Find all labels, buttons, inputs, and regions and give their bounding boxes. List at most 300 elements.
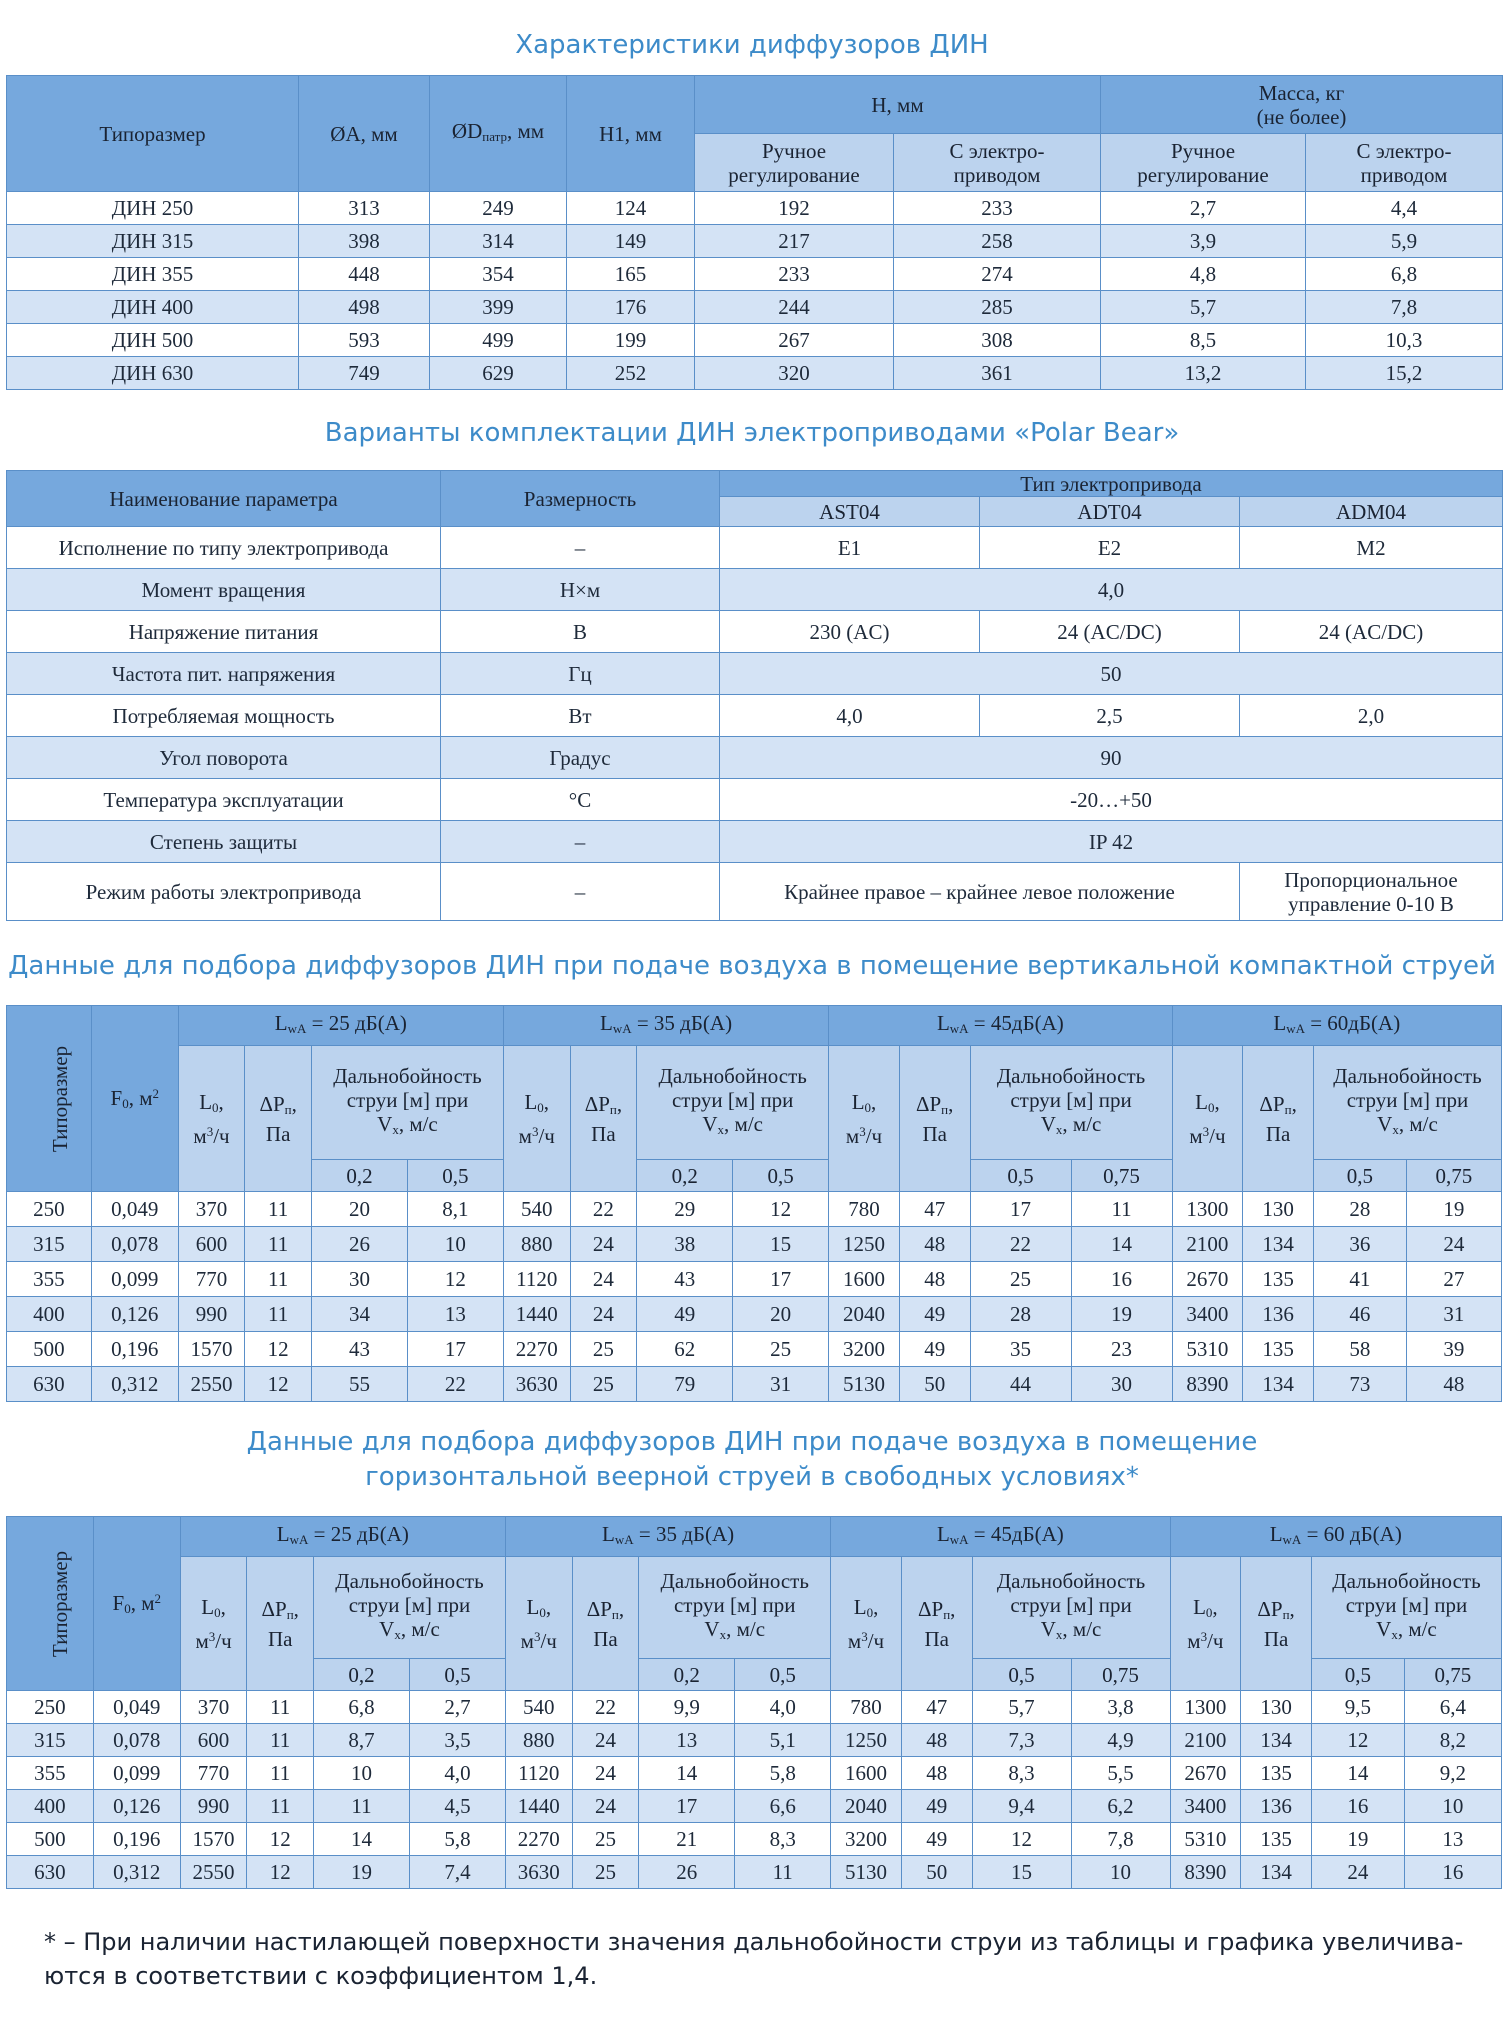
table4-section <box>6 1516 1502 1889</box>
vertical-jet-table <box>6 1005 1502 1402</box>
table-cell: 36 <box>1313 1227 1406 1262</box>
table-cell: 5,8 <box>735 1757 831 1790</box>
table-cell: 8,1 <box>407 1192 503 1227</box>
table-cell: 0,078 <box>93 1724 180 1757</box>
table-cell: 315 <box>7 1724 94 1757</box>
table-cell: 2550 <box>178 1367 245 1402</box>
table-cell: 46 <box>1313 1297 1406 1332</box>
table-cell: 780 <box>829 1192 900 1227</box>
table-cell: 49 <box>901 1790 972 1823</box>
table-cell: 252 <box>567 357 695 390</box>
header-param: Наименование параметра <box>7 471 441 527</box>
table-cell: 990 <box>178 1297 245 1332</box>
table2-section <box>6 470 1502 921</box>
header-velocity: 0,75 <box>1071 1659 1170 1691</box>
param-value: Крайнее правое – крайнее левое положение <box>720 863 1240 921</box>
header-dp: $\Delta P_п$, Па <box>247 1557 314 1691</box>
table-cell: 48 <box>899 1227 970 1262</box>
table-cell: 2270 <box>505 1823 572 1856</box>
table-cell: 49 <box>637 1297 733 1332</box>
table-cell: 258 <box>894 225 1101 258</box>
horizontal-fan-jet-table <box>6 1516 1502 1889</box>
param-value: 90 <box>720 737 1503 779</box>
table-cell: 12 <box>247 1823 314 1856</box>
table-cell: 249 <box>430 192 567 225</box>
param-value: 50 <box>720 653 1503 695</box>
table-cell: 8,2 <box>1404 1724 1501 1757</box>
table1-title: Характеристики диффузоров ДИН <box>515 30 989 60</box>
header-range: Дальнобойность струи [м] при $V_x$, м/с <box>639 1557 831 1659</box>
table-cell: 22 <box>407 1367 503 1402</box>
header-dp: $\Delta P_п$, Па <box>570 1046 637 1192</box>
table-cell: 770 <box>180 1757 247 1790</box>
param-name: Момент вращения <box>7 569 441 611</box>
table-cell: 17 <box>970 1192 1071 1227</box>
table-cell: 5130 <box>829 1367 900 1402</box>
table-cell: 44 <box>970 1367 1071 1402</box>
table-cell: 20 <box>733 1297 829 1332</box>
table-row <box>7 1262 1502 1297</box>
table-cell: 25 <box>570 1332 637 1367</box>
table-cell: 34 <box>312 1297 408 1332</box>
table-cell: 780 <box>831 1691 902 1724</box>
table-cell: 398 <box>299 225 430 258</box>
table-cell: 25 <box>572 1856 639 1889</box>
table-cell: 361 <box>894 357 1101 390</box>
table-cell: 11 <box>245 1297 312 1332</box>
table-cell: 274 <box>894 258 1101 291</box>
param-value: E2 <box>980 527 1240 569</box>
table-cell: 500 <box>7 1332 92 1367</box>
table3-section <box>6 1005 1502 1402</box>
table-cell: 134 <box>1243 1227 1314 1262</box>
table-cell: 26 <box>639 1856 735 1889</box>
table-cell: 22 <box>572 1691 639 1724</box>
table-cell: 47 <box>899 1192 970 1227</box>
table-cell: 6,4 <box>1404 1691 1501 1724</box>
table-cell: 2670 <box>1170 1757 1241 1790</box>
header-diameter-a: ØA, мм <box>299 76 430 192</box>
table-cell: 11 <box>245 1262 312 1297</box>
header-type: Типоразмер <box>7 76 299 192</box>
diffuser-characteristics-table <box>6 75 1503 390</box>
table-cell: 0,126 <box>91 1297 178 1332</box>
table-row <box>7 357 1503 390</box>
table-cell: 38 <box>637 1227 733 1262</box>
table-cell: 0,049 <box>93 1691 180 1724</box>
table-cell: 315 <box>7 1227 92 1262</box>
table-cell: 399 <box>430 291 567 324</box>
header-dp: $\Delta P_п$, Па <box>245 1046 312 1192</box>
table-cell: 10 <box>1404 1790 1501 1823</box>
table-row <box>7 821 1503 863</box>
table-row <box>7 695 1503 737</box>
table-cell: 13 <box>1404 1823 1501 1856</box>
table1-section <box>6 75 1502 390</box>
header-lwa-45: $L_{wA} = 45дБ(А)$ <box>831 1517 1170 1557</box>
header-velocity: 0,75 <box>1404 1659 1501 1691</box>
table-cell: 149 <box>567 225 695 258</box>
table-cell: ДИН 250 <box>7 192 299 225</box>
table-cell: 4,0 <box>409 1757 505 1790</box>
param-dim: Н×м <box>441 569 720 611</box>
param-value: Пропорциональное управление 0-10 В <box>1240 863 1503 921</box>
table-cell: 24 <box>570 1262 637 1297</box>
table-cell: 17 <box>639 1790 735 1823</box>
table-cell: 49 <box>901 1823 972 1856</box>
header-lwa-25: $L_{wA} = 25$ дБ(А) <box>180 1517 505 1557</box>
table-cell: 58 <box>1313 1332 1406 1367</box>
header-lwa-35: $L_{wA} = 35$ дБ(А) <box>505 1517 830 1557</box>
table-cell: 24 <box>572 1724 639 1757</box>
header-l0: $L_0$, $м^3/ч$ <box>503 1046 570 1192</box>
table-cell: 355 <box>7 1262 92 1297</box>
table-cell: 7,3 <box>972 1724 1071 1757</box>
param-dim: – <box>441 821 720 863</box>
table-cell: 11 <box>247 1790 314 1823</box>
table-row <box>7 225 1503 258</box>
table-cell: 16 <box>1404 1856 1501 1889</box>
table-cell: 19 <box>1406 1192 1501 1227</box>
table-cell: 629 <box>430 357 567 390</box>
table-cell: 2270 <box>503 1332 570 1367</box>
table-cell: 9,9 <box>639 1691 735 1724</box>
param-name: Режим работы электропривода <box>7 863 441 921</box>
param-value: 2,0 <box>1240 695 1503 737</box>
table-cell: 630 <box>7 1367 92 1402</box>
header-velocity: 0,2 <box>312 1160 408 1192</box>
table-cell: 136 <box>1241 1790 1312 1823</box>
header-h1: H1, мм <box>567 76 695 192</box>
table-cell: 880 <box>505 1724 572 1757</box>
table-cell: 2100 <box>1172 1227 1243 1262</box>
param-dim: Вт <box>441 695 720 737</box>
table-cell: 31 <box>1406 1297 1501 1332</box>
table-cell: 770 <box>178 1262 245 1297</box>
table-cell: 12 <box>245 1332 312 1367</box>
table-cell: 0,196 <box>93 1823 180 1856</box>
header-h-electric: С электро- приводом <box>894 134 1101 192</box>
header-velocity: 0,5 <box>972 1659 1071 1691</box>
table-cell: 134 <box>1241 1724 1312 1757</box>
table-row <box>7 1332 1502 1367</box>
table-row <box>7 737 1503 779</box>
header-velocity: 0,5 <box>733 1160 829 1192</box>
header-diameter-d: $ØD_{патр}$, мм <box>430 76 567 192</box>
table-row <box>7 611 1503 653</box>
table2-title: Варианты комплектации ДИН электроприводами «Polar Bear» <box>324 418 1180 448</box>
param-name: Исполнение по типу электропривода <box>7 527 441 569</box>
table-cell: 19 <box>314 1856 410 1889</box>
table-cell: 2040 <box>829 1297 900 1332</box>
param-dim: Гц <box>441 653 720 695</box>
table-row <box>7 1691 1502 1724</box>
table-cell: 48 <box>901 1757 972 1790</box>
table-cell: 1250 <box>831 1724 902 1757</box>
table-cell: 3,5 <box>409 1724 505 1757</box>
table-cell: 2670 <box>1172 1262 1243 1297</box>
table-cell: 135 <box>1241 1823 1312 1856</box>
table-cell: 5,7 <box>972 1691 1071 1724</box>
header-l0: $L_0$, $м^3/ч$ <box>831 1557 902 1691</box>
table-cell: 25 <box>733 1332 829 1367</box>
table-cell: 400 <box>7 1297 92 1332</box>
table-cell: 14 <box>1311 1757 1404 1790</box>
table-cell: ДИН 400 <box>7 291 299 324</box>
table-cell: 1440 <box>503 1297 570 1332</box>
table-cell: 9,4 <box>972 1790 1071 1823</box>
header-velocity: 0,5 <box>407 1160 503 1192</box>
header-l0: $L_0$, $м^3/ч$ <box>829 1046 900 1192</box>
header-type: Типоразмер <box>7 1006 92 1192</box>
param-value: 4,0 <box>720 569 1503 611</box>
table-cell: 10 <box>1071 1856 1170 1889</box>
table-row <box>7 324 1503 357</box>
table-cell: 135 <box>1243 1262 1314 1297</box>
table-cell: 285 <box>894 291 1101 324</box>
table-cell: 199 <box>567 324 695 357</box>
table-cell: 2550 <box>180 1856 247 1889</box>
table-cell: 1300 <box>1172 1192 1243 1227</box>
table-cell: 50 <box>899 1367 970 1402</box>
table-cell: 73 <box>1313 1367 1406 1402</box>
param-name: Напряжение питания <box>7 611 441 653</box>
header-lwa-25: $L_{wA} = 25$ дБ(А) <box>178 1006 503 1046</box>
header-mass: Масса, кг (не более) <box>1101 76 1503 134</box>
table-cell: 3,8 <box>1071 1691 1170 1724</box>
param-dim: Градус <box>441 737 720 779</box>
header-velocity: 0,2 <box>639 1659 735 1691</box>
table-cell: 13 <box>639 1724 735 1757</box>
table-cell: 8390 <box>1172 1367 1243 1402</box>
table-cell: 22 <box>570 1192 637 1227</box>
table-cell: 1570 <box>178 1332 245 1367</box>
table-cell: 25 <box>570 1367 637 1402</box>
table-cell: 41 <box>1313 1262 1406 1297</box>
footnote: * – При наличии настилающей поверхности значения дальнобойности струи из таблицы и графика увеличива- ются в соответствии с коэффициентом 1,4. <box>44 1928 1464 1990</box>
header-adt04: ADT04 <box>980 497 1240 527</box>
header-mass-electric: С электро- приводом <box>1306 134 1503 192</box>
table-cell: 2100 <box>1170 1724 1241 1757</box>
param-value: 4,0 <box>720 695 980 737</box>
table-cell: 500 <box>7 1823 94 1856</box>
table-cell: 25 <box>970 1262 1071 1297</box>
table-cell: 11 <box>247 1724 314 1757</box>
table-cell: 12 <box>407 1262 503 1297</box>
subheader-row <box>7 1046 1502 1160</box>
table-cell: 14 <box>314 1823 410 1856</box>
table-cell: 14 <box>639 1757 735 1790</box>
table-cell: 176 <box>567 291 695 324</box>
table-cell: 6,6 <box>735 1790 831 1823</box>
table-cell: 540 <box>505 1691 572 1724</box>
header-velocity: 0,5 <box>735 1659 831 1691</box>
table-cell: 1600 <box>829 1262 900 1297</box>
table-cell: 11 <box>245 1227 312 1262</box>
table-cell: 4,0 <box>735 1691 831 1724</box>
param-name: Температура эксплуатации <box>7 779 441 821</box>
table-cell: 1120 <box>505 1757 572 1790</box>
table-cell: 21 <box>639 1823 735 1856</box>
param-value: 24 (AC/DC) <box>1240 611 1503 653</box>
table-cell: 600 <box>180 1724 247 1757</box>
table-cell: 2,7 <box>409 1691 505 1724</box>
table-cell: 49 <box>899 1297 970 1332</box>
table-cell: 24 <box>570 1297 637 1332</box>
param-value: -20…+50 <box>720 779 1503 821</box>
table-cell: 192 <box>695 192 894 225</box>
header-dimension: Размерность <box>441 471 720 527</box>
table-cell: 3200 <box>831 1823 902 1856</box>
table-cell: 29 <box>637 1192 733 1227</box>
header-mass-manual: Ручное регулирование <box>1101 134 1306 192</box>
table-cell: 0,126 <box>93 1790 180 1823</box>
table-row <box>7 1856 1502 1889</box>
param-name: Угол поворота <box>7 737 441 779</box>
table-row <box>7 1367 1502 1402</box>
table-cell: 880 <box>503 1227 570 1262</box>
table-cell: 370 <box>178 1192 245 1227</box>
table-cell: 2,7 <box>1101 192 1306 225</box>
table4-title-line2: горизонтальной веерной струей в свободных условиях* <box>365 1462 1139 1492</box>
table-cell: 134 <box>1241 1856 1312 1889</box>
table-cell: 499 <box>430 324 567 357</box>
table-cell: 354 <box>430 258 567 291</box>
table-cell: 35 <box>970 1332 1071 1367</box>
header-velocity: 0,5 <box>1313 1160 1406 1192</box>
table-cell: 749 <box>299 357 430 390</box>
header-range: Дальнобойность струи [м] при $V_x$, м/с <box>1311 1557 1501 1659</box>
table-cell: 48 <box>901 1724 972 1757</box>
header-l0: $L_0$, $м^3/ч$ <box>1172 1046 1243 1192</box>
table1-body <box>7 192 1503 390</box>
header-velocity: 0,2 <box>637 1160 733 1192</box>
table-cell: 23 <box>1071 1332 1172 1367</box>
header-range: Дальнобойность струи [м] при $V_x$, м/с <box>972 1557 1170 1659</box>
header-range: Дальнобойность струи [м] при $V_x$, м/с <box>970 1046 1172 1160</box>
table-cell: 19 <box>1071 1297 1172 1332</box>
table-cell: 233 <box>894 192 1101 225</box>
table-cell: 14 <box>1071 1227 1172 1262</box>
param-value: E1 <box>720 527 980 569</box>
table-cell: 244 <box>695 291 894 324</box>
header-dp: $\Delta P_п$, Па <box>572 1557 639 1691</box>
table-row <box>7 291 1503 324</box>
table3-title: Данные для подбора диффузоров ДИН при подаче воздуха в помещение вертикальной компактной струей <box>8 951 1496 981</box>
table-cell: 12 <box>972 1823 1071 1856</box>
table-cell: 2040 <box>831 1790 902 1823</box>
table-cell: 3630 <box>503 1367 570 1402</box>
table-cell: 15,2 <box>1306 357 1503 390</box>
table-cell: 6,8 <box>1306 258 1503 291</box>
header-dp: $\Delta P_п$, Па <box>901 1557 972 1691</box>
table-cell: 0,049 <box>91 1192 178 1227</box>
header-lwa-35: $L_{wA} = 35$ дБ(А) <box>503 1006 828 1046</box>
table-cell: ДИН 630 <box>7 357 299 390</box>
table-cell: 313 <box>299 192 430 225</box>
table-cell: 1440 <box>505 1790 572 1823</box>
table-cell: 50 <box>901 1856 972 1889</box>
header-ast04: AST04 <box>720 497 980 527</box>
table-cell: 8,5 <box>1101 324 1306 357</box>
param-value: M2 <box>1240 527 1503 569</box>
table-cell: 19 <box>1311 1823 1404 1856</box>
table-cell: 55 <box>312 1367 408 1402</box>
table-cell: 12 <box>247 1856 314 1889</box>
table-cell: 17 <box>733 1262 829 1297</box>
table-cell: 124 <box>567 192 695 225</box>
table-cell: 22 <box>970 1227 1071 1262</box>
table-cell: 13 <box>407 1297 503 1332</box>
table-cell: 130 <box>1241 1691 1312 1724</box>
table-cell: 7,8 <box>1071 1823 1170 1856</box>
table-cell: 1570 <box>180 1823 247 1856</box>
table-cell: 0,312 <box>91 1367 178 1402</box>
table-cell: 25 <box>572 1823 639 1856</box>
table-cell: 43 <box>312 1332 408 1367</box>
table-cell: ДИН 500 <box>7 324 299 357</box>
table-cell: 11 <box>1071 1192 1172 1227</box>
table-cell: 24 <box>1311 1856 1404 1889</box>
table-cell: 3400 <box>1172 1297 1243 1332</box>
header-lwa-60: $L_{wA} = 60$ дБ(А) <box>1170 1517 1501 1557</box>
table-cell: 10,3 <box>1306 324 1503 357</box>
table-cell: 79 <box>637 1367 733 1402</box>
table-cell: 7,8 <box>1306 291 1503 324</box>
table-cell: 233 <box>695 258 894 291</box>
table-row <box>7 1790 1502 1823</box>
table-row <box>7 863 1503 921</box>
header-lwa-45: $L_{wA} = 45дБ(А)$ <box>829 1006 1172 1046</box>
table-cell: 0,078 <box>91 1227 178 1262</box>
table-row <box>7 1192 1502 1227</box>
table-cell: 217 <box>695 225 894 258</box>
table-cell: 130 <box>1243 1192 1314 1227</box>
table-row <box>7 653 1503 695</box>
table-cell: 1250 <box>829 1227 900 1262</box>
header-lwa-60: $L_{wA} = 60дБ(А)$ <box>1172 1006 1501 1046</box>
table-cell: ДИН 315 <box>7 225 299 258</box>
table-cell: 5130 <box>831 1856 902 1889</box>
table-cell: 30 <box>1071 1367 1172 1402</box>
param-name: Потребляемая мощность <box>7 695 441 737</box>
table-cell: 267 <box>695 324 894 357</box>
header-f0: $F_0$, $м^2$ <box>93 1517 180 1691</box>
table-cell: 0,196 <box>91 1332 178 1367</box>
table-cell: 62 <box>637 1332 733 1367</box>
param-dim: – <box>441 863 720 921</box>
table-cell: 12 <box>733 1192 829 1227</box>
table-cell: 1120 <box>503 1262 570 1297</box>
table-cell: 24 <box>570 1227 637 1262</box>
header-dp: $\Delta P_п$, Па <box>1241 1557 1312 1691</box>
header-type: Типоразмер <box>7 1517 94 1691</box>
table-cell: 31 <box>733 1367 829 1402</box>
table-cell: 15 <box>733 1227 829 1262</box>
header-velocity: 0,75 <box>1406 1160 1501 1192</box>
table-cell: 47 <box>901 1691 972 1724</box>
table-cell: 6,2 <box>1071 1790 1170 1823</box>
table-cell: 250 <box>7 1691 94 1724</box>
table-cell: 10 <box>314 1757 410 1790</box>
table-cell: 24 <box>572 1790 639 1823</box>
table-cell: 5310 <box>1172 1332 1243 1367</box>
param-value: 230 (AC) <box>720 611 980 653</box>
table-cell: 593 <box>299 324 430 357</box>
table-cell: 4,9 <box>1071 1724 1170 1757</box>
table-cell: 30 <box>312 1262 408 1297</box>
table-cell: 0,099 <box>93 1757 180 1790</box>
